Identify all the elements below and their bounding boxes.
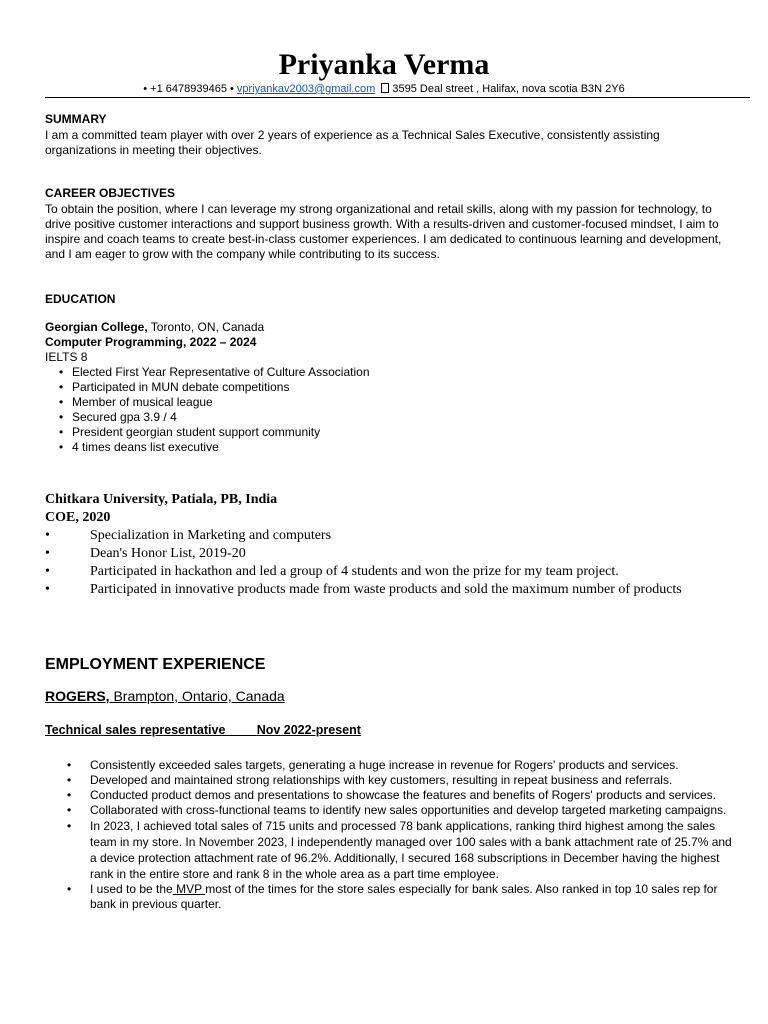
mvp-text: MVP <box>172 882 206 896</box>
georgian-achievements-list <box>45 365 370 455</box>
list-item: • Collaborated with cross-functional teams to identify new sales opportunities and develop targeted marketing campaigns. <box>45 803 735 818</box>
summary-heading: SUMMARY <box>45 112 107 126</box>
career-objectives-heading: CAREER OBJECTIVES <box>45 186 176 200</box>
list-item <box>45 882 735 912</box>
mvp-pre: I used to be the <box>90 882 173 896</box>
chitkara-school-name: Chitkara University, Patiala, PB, India <box>45 492 278 507</box>
list-item: • Developed and maintained strong relationships with key customers, resulting in repeat business and referrals. <box>45 773 735 788</box>
list-item <box>45 563 685 581</box>
list-item: • In 2023, I achieved total sales of 715 units and processed 78 bank applications, ranking third highest among the sales team in my store. In November 2023, I independently managed over 100 sales with a bank attachment rate of 25.7% and a device protection attachment rate of 96.2%. Additionally, I secured 168 subscriptions in December having the highest rank in the entire store and rank 8 in the whole area as a part time employee. <box>45 818 735 882</box>
bullet-glyph: • <box>45 582 50 597</box>
bullet-glyph: • <box>45 564 50 579</box>
list-item: • President georgian student support community <box>45 425 370 440</box>
chitkara-bullet-text: Participated in hackathon and led a group of 4 students and won the prize for my team project. <box>90 564 619 579</box>
ielts-score: IELTS 8 <box>45 350 88 364</box>
phone-text: • +1 6478939465 • <box>143 83 237 95</box>
role-line <box>45 722 361 738</box>
company-name: ROGERS, <box>45 688 110 704</box>
mvp-post: most of the times for the store sales especially for bank sales. Also ranked in top 10 sales rep for bank in previous quarter. <box>90 882 718 911</box>
company-location: Brampton, Ontario, Canada <box>109 688 285 704</box>
list-item <box>45 545 685 563</box>
address-text: 3595 Deal street , Halifax, nova scotia B3N 2Y6 <box>392 83 625 95</box>
role-title: Technical sales representative <box>45 723 226 737</box>
chitkara-degree: COE, 2020 <box>45 510 111 525</box>
contact-line <box>0 82 768 96</box>
company-line <box>45 687 285 705</box>
georgian-location: Toronto, ON, Canada <box>147 320 265 334</box>
employment-heading: EMPLOYMENT EXPERIENCE <box>45 656 266 673</box>
georgian-school-line <box>45 320 264 335</box>
list-item: • Secured gpa 3.9 / 4 <box>45 410 370 425</box>
role-gap <box>225 723 256 737</box>
summary-text: I am a committed team player with over 2 years of experience as a Technical Sales Executive, consistently assisting organizations in meeting their objectives. <box>45 128 660 157</box>
bullet-glyph: • <box>45 528 50 543</box>
list-item <box>45 527 685 545</box>
chitkara-bullet-text: Specialization in Marketing and computers <box>90 528 332 543</box>
list-item <box>45 581 685 599</box>
chitkara-bullet-text: Participated in innovative products made from waste products and sold the maximum number of products <box>90 582 682 597</box>
list-item: • Participated in MUN debate competitions <box>45 380 370 395</box>
employment-bullets-list <box>45 758 735 912</box>
candidate-name: Priyanka Verma <box>278 48 490 81</box>
list-item: • Member of musical league <box>45 395 370 410</box>
header-divider <box>45 97 750 98</box>
list-item: • Conducted product demos and presentations to showcase the features and benefits of Rogers' products and services. <box>45 788 735 803</box>
email-link[interactable]: vpriyankav2003@gmail.com <box>236 83 376 95</box>
bullet-glyph: • <box>45 546 50 561</box>
list-item: • 4 times deans list executive <box>45 440 370 455</box>
education-heading: EDUCATION <box>45 292 116 306</box>
georgian-program: Computer Programming, 2022 – 2024 <box>45 335 257 349</box>
list-item: • Elected First Year Representative of Culture Association <box>45 365 370 380</box>
career-objectives-text: To obtain the position, where I can leverage my strong organizational and retail skills, along with my passion for technology, to drive positive customer interactions and support business growth. With a results-driven and customer-focused mindset, I aim to inspire and coach teams to create best-in-class customer experiences. I am dedicated to continuous learning and development, and I am eager to grow with the company while contributing to its success. <box>45 202 722 261</box>
square-icon <box>381 83 389 93</box>
role-dates: Nov 2022-present <box>256 723 361 737</box>
georgian-school-name: Georgian College, <box>45 320 148 334</box>
chitkara-bullet-text: Dean's Honor List, 2019-20 <box>90 546 246 561</box>
list-item: • Consistently exceeded sales targets, generating a huge increase in revenue for Rogers' products and services. <box>45 758 735 773</box>
